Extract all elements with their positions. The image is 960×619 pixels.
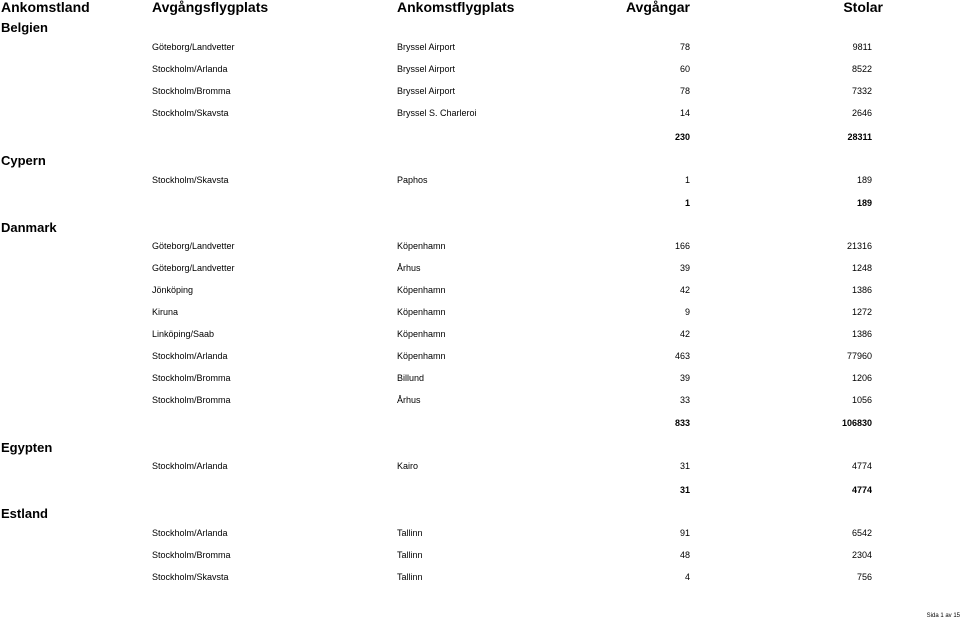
country-heading: Belgien bbox=[1, 20, 48, 35]
seats-cell: 1386 bbox=[851, 285, 872, 295]
header-departure: Avgångsflygplats bbox=[152, 0, 269, 15]
total-seats: 189 bbox=[856, 198, 872, 208]
arrival-cell: Tallinn bbox=[397, 572, 423, 582]
flights-cell: 42 bbox=[679, 285, 690, 295]
flights-cell: 42 bbox=[679, 329, 690, 339]
flights-cell: 1 bbox=[684, 175, 690, 185]
flights-cell: 9 bbox=[684, 307, 690, 317]
departure-cell: Stockholm/Arlanda bbox=[152, 528, 228, 538]
arrival-cell: Köpenhamn bbox=[397, 285, 446, 295]
flights-cell: 60 bbox=[679, 64, 690, 74]
arrival-cell: Bryssel Airport bbox=[397, 86, 456, 96]
arrival-cell: Århus bbox=[397, 395, 421, 405]
flights-cell: 166 bbox=[674, 241, 690, 251]
arrival-cell: Tallinn bbox=[397, 528, 423, 538]
departure-cell: Stockholm/Bromma bbox=[152, 373, 231, 383]
flights-cell: 33 bbox=[679, 395, 690, 405]
seats-cell: 1248 bbox=[851, 263, 872, 273]
header-seats: Stolar bbox=[843, 0, 883, 15]
seats-cell: 1386 bbox=[851, 329, 872, 339]
total-flights: 230 bbox=[674, 132, 690, 142]
arrival-cell: Århus bbox=[397, 263, 421, 273]
seats-cell: 756 bbox=[856, 572, 872, 582]
arrival-cell: Bryssel S. Charleroi bbox=[397, 108, 477, 118]
departure-cell: Stockholm/Skavsta bbox=[152, 175, 229, 185]
seats-cell: 8522 bbox=[851, 64, 872, 74]
flights-cell: 14 bbox=[679, 108, 690, 118]
total-seats: 28311 bbox=[847, 132, 872, 142]
departure-cell: Kiruna bbox=[152, 307, 179, 317]
flights-cell: 31 bbox=[679, 461, 690, 471]
seats-cell: 6542 bbox=[851, 528, 872, 538]
departure-cell: Göteborg/Landvetter bbox=[152, 241, 235, 251]
seats-cell: 1206 bbox=[851, 373, 872, 383]
flights-cell: 463 bbox=[674, 351, 690, 361]
arrival-cell: Paphos bbox=[397, 175, 428, 185]
total-flights: 31 bbox=[679, 485, 690, 495]
flights-cell: 39 bbox=[679, 373, 690, 383]
departure-cell: Stockholm/Arlanda bbox=[152, 461, 228, 471]
arrival-cell: Köpenhamn bbox=[397, 329, 446, 339]
header-country: Ankomstland bbox=[1, 0, 90, 15]
flights-cell: 78 bbox=[679, 42, 690, 52]
seats-cell: 7332 bbox=[851, 86, 872, 96]
departure-cell: Stockholm/Arlanda bbox=[152, 64, 228, 74]
departure-cell: Stockholm/Bromma bbox=[152, 86, 231, 96]
page-number: Sida 1 av 15 bbox=[926, 613, 960, 619]
seats-cell: 1056 bbox=[851, 395, 872, 405]
arrival-cell: Köpenhamn bbox=[397, 351, 446, 361]
departure-cell: Linköping/Saab bbox=[152, 329, 215, 339]
flights-cell: 39 bbox=[679, 263, 690, 273]
total-flights: 833 bbox=[674, 418, 690, 428]
country-heading: Cypern bbox=[1, 153, 46, 168]
country-heading: Egypten bbox=[1, 440, 53, 455]
arrival-cell: Kairo bbox=[397, 461, 419, 471]
departure-cell: Stockholm/Bromma bbox=[152, 550, 231, 560]
departure-cell: Stockholm/Bromma bbox=[152, 395, 231, 405]
total-flights: 1 bbox=[684, 198, 690, 208]
country-heading: Estland bbox=[1, 506, 48, 521]
seats-cell: 2304 bbox=[851, 550, 872, 560]
country-heading: Danmark bbox=[1, 220, 57, 235]
departure-cell: Göteborg/Landvetter bbox=[152, 263, 235, 273]
seats-cell: 1272 bbox=[851, 307, 872, 317]
departure-cell: Stockholm/Arlanda bbox=[152, 351, 228, 361]
seats-cell: 4774 bbox=[851, 461, 872, 471]
header-flights: Avgångar bbox=[625, 0, 690, 15]
arrival-cell: Köpenhamn bbox=[397, 307, 446, 317]
arrival-cell: Köpenhamn bbox=[397, 241, 446, 251]
seats-cell: 2646 bbox=[851, 108, 872, 118]
arrival-cell: Bryssel Airport bbox=[397, 42, 456, 52]
arrival-cell: Tallinn bbox=[397, 550, 423, 560]
flights-cell: 78 bbox=[679, 86, 690, 96]
departure-cell: Stockholm/Skavsta bbox=[152, 108, 229, 118]
flights-cell: 48 bbox=[679, 550, 690, 560]
arrival-cell: Bryssel Airport bbox=[397, 64, 456, 74]
total-seats: 106830 bbox=[841, 418, 872, 428]
arrival-cell: Billund bbox=[397, 373, 425, 383]
departure-cell: Göteborg/Landvetter bbox=[152, 42, 235, 52]
seats-cell: 189 bbox=[856, 175, 872, 185]
seats-cell: 21316 bbox=[846, 241, 872, 251]
departure-cell: Jönköping bbox=[152, 285, 194, 295]
seats-cell: 77960 bbox=[846, 351, 872, 361]
header-arrival: Ankomstflygplats bbox=[397, 0, 515, 15]
seats-cell: 9811 bbox=[852, 42, 872, 52]
departure-cell: Stockholm/Skavsta bbox=[152, 572, 229, 582]
flights-cell: 4 bbox=[684, 572, 690, 582]
flights-cell: 91 bbox=[679, 528, 690, 538]
total-seats: 4774 bbox=[851, 485, 872, 495]
